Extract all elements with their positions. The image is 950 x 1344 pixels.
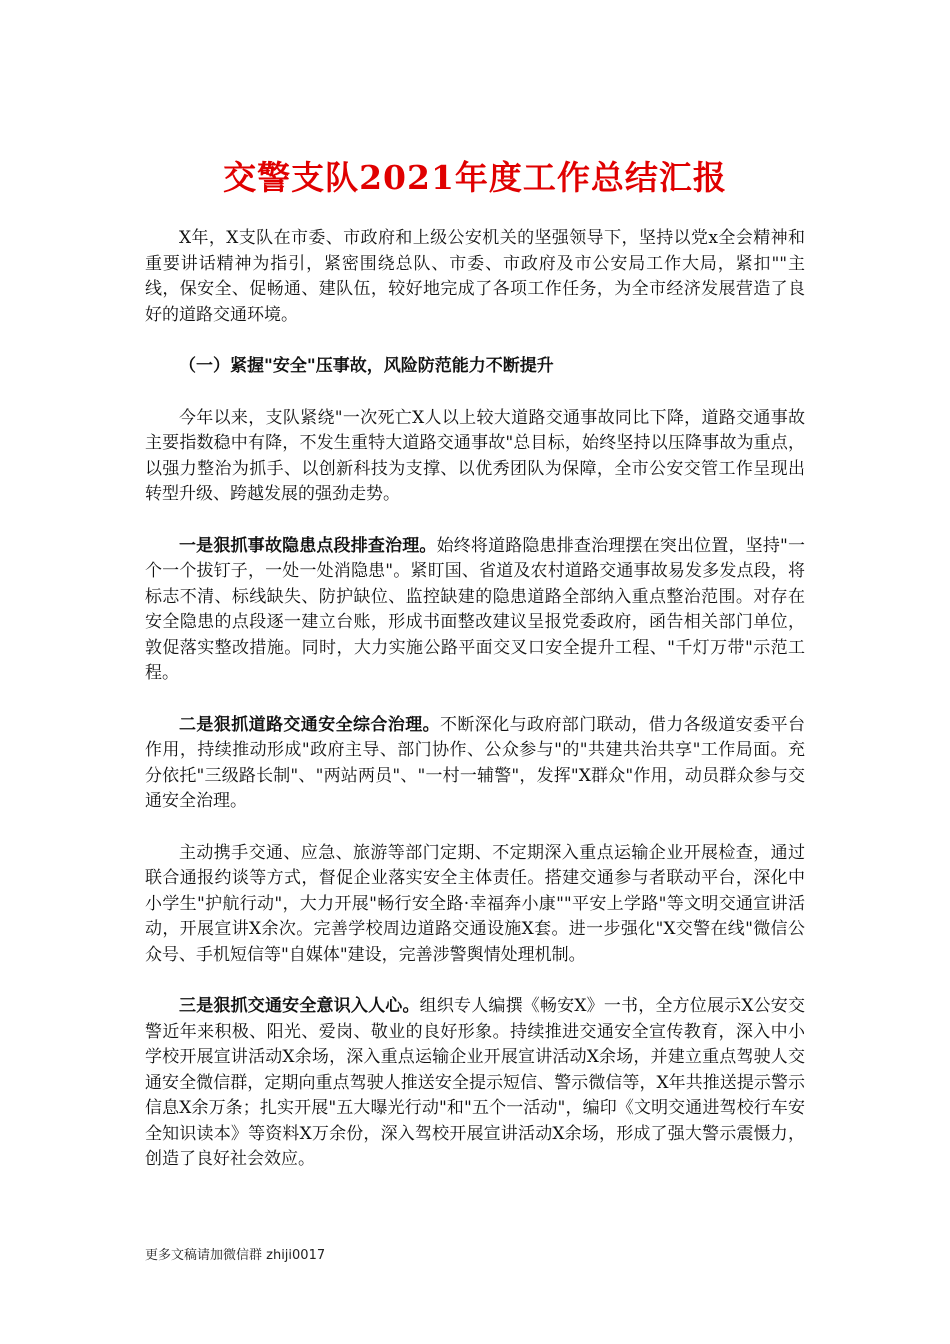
item-three-text: 组织专人编撰《畅安X》一书，全方位展示X公安交警近年来积极、阳光、爱岗、敬业的良好形象。持续推进交通安全宣传教育，深入中小学校开展宣讲活动X余场，深入重点运输企业开展宣讲活动X余场，并建立重点驾驶人交通安全微信群，定期向重点驾驶人推送安全提示短信、警示微信等，X年共推送提示警示信息X余万条；扎实开展"五大曝光行动"和"五个一活动"，编印《文明交通进驾校行车安全知识读本》等资料X万余份，深入驾校开展宣讲活动X余场，形成了强大警示震慑力，创造了良好社会效应。 [145, 996, 805, 1169]
item-one-lead: 一是狠抓事故隐患点段排查治理。 [179, 535, 437, 556]
item-three-paragraph [145, 994, 805, 1173]
section-paragraph: 今年以来，支队紧绕"一次死亡X人以上较大道路交通事故同比下降，道路交通事故主要指数稳中有降，不发生重特大道路交通事故"总目标，始终坚持以压降事故为重点，以强力整治为抓手、以创新科技为支撑、以优秀团队为保障，全市公安交管工作呈现出转型升级、跨越发展的强劲走势。 [145, 407, 805, 504]
item-one-text: 始终将道路隐患排查治理摆在突出位置，坚持"一个一个拔钉子，一处一处消隐患"。紧盯国、省道及农村道路交通事故易发多发点段，将标志不清、标线缺失、防护缺位、监控缺建的隐患道路全部纳入重点整治范围。对存在安全隐患的点段逐一建立台账，形成书面整改建议呈报党委政府，函告相关部门单位，敦促落实整改措施。同时，大力实施公路平面交叉口安全提升工程、"千灯万带"示范工程。 [145, 535, 805, 683]
item-two-text: 不断深化与政府部门联动，借力各级道安委平台作用，持续推动形成"政府主导、部门协作、公众参与"的"共建共治共享"工作局面。充分依托"三级路长制"、"两站两员"、"一村一辅警"，发挥"X群众"作用，动员群众参与交通安全治理。 [145, 714, 805, 811]
item-two-paragraph [145, 713, 805, 815]
section-heading: （一）紧握"安全"压事故，风险防范能力不断提升 [179, 356, 554, 376]
item-three-lead: 三是狠抓交通安全意识入人心。 [179, 996, 420, 1016]
intro-paragraph: X年，X支队在市委、市政府和上级公安机关的坚强领导下，坚持以党x全会精神和 重要讲话精神为指引，紧密围绕总队、市委、市政府及市公安局工作大局，紧扣""主线，保安全、促畅通、建队伍，较好地完成了各项工作任务，为全市经济发展营造了良好的道路交通环境。 [145, 228, 805, 325]
item-one-paragraph [145, 534, 805, 687]
cooperation-paragraph: 主动携手交通、应急、旅游等部门定期、不定期深入重点运输企业开展检查，通过联合通报约谈等方式，督促企业落实安全主体责任。搭建交通参与者联动平台，深化中小学生"护航行动"，大力开展"畅行安全路·幸福奔小康""平安上学路"等文明交通宣讲活动，开展宣讲X余次。完善学校周边道路交通设施X套。进一步强化"X交警在线"微信公众号、手机短信等"自媒体"建设，完善涉警舆情处理机制。 [145, 842, 805, 965]
document-body [145, 226, 805, 1199]
footer-note: 更多文稿请加微信群 zhiji0017 [145, 1248, 326, 1263]
document-title: 交警支队2021年度工作总结汇报 [223, 158, 727, 197]
item-two-lead: 二是狠抓道路交通安全综合治理。 [179, 714, 440, 735]
